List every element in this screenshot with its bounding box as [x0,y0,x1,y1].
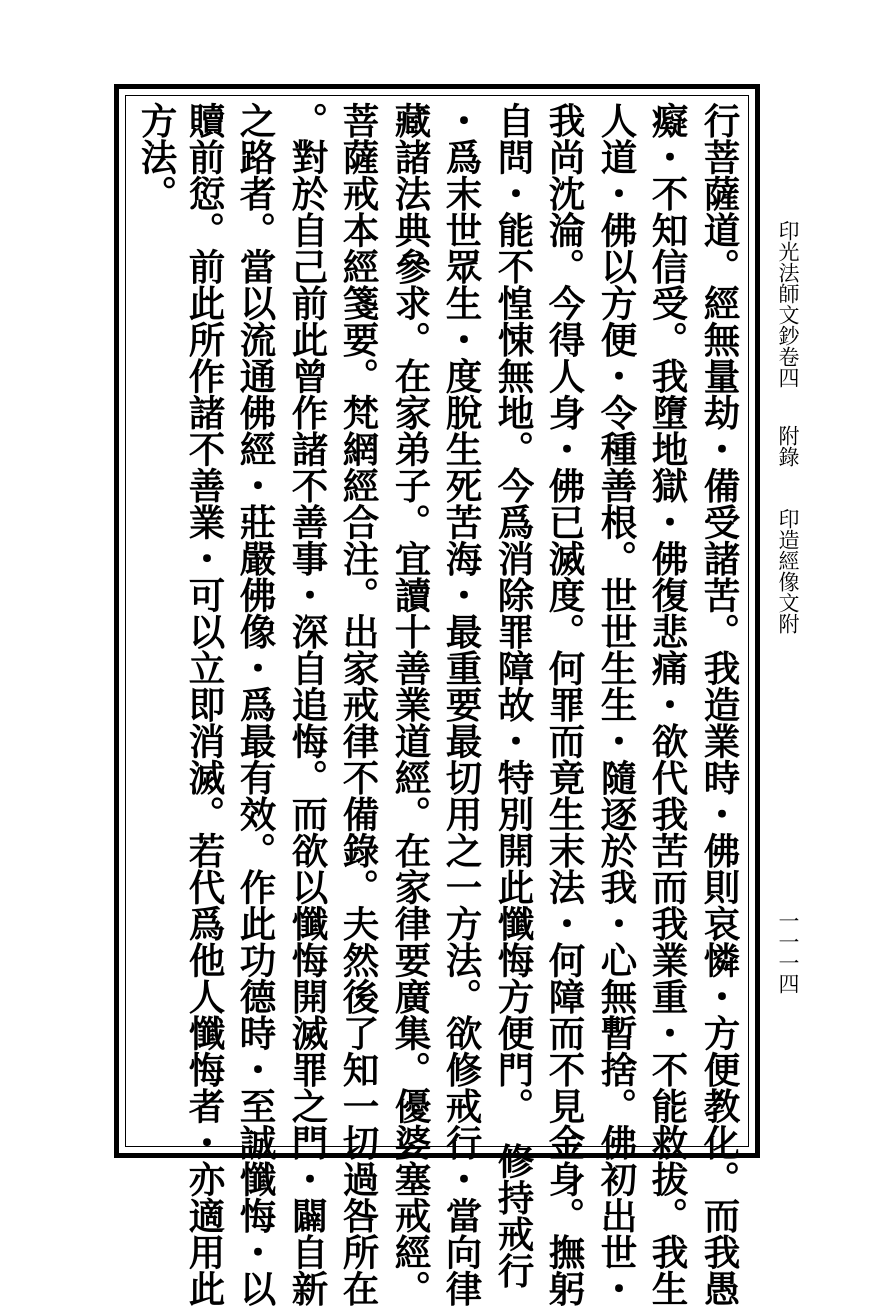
page-number: 一一一四 [776,910,800,994]
text-column-9: 。對於自己前此曾作諸不善事・深自追悔。而欲以懺悔開滅罪之門・闢自新 [286,102,329,1307]
section-label: 附錄 [776,425,800,467]
text-column-12: 方法。 [135,102,178,212]
text-column-11: 贖前愆。前此所作諸不善業・可以立即消滅。若代爲他人懺悔者・亦適用此 [183,102,226,1307]
text-column-2: 癡・不知信受。我墮地獄・佛復悲痛・欲代我苦而我業重・不能救拔。我生 [646,102,689,1307]
text-column-5: 自問・能不惶悚無地。今爲消除罪障故・特別開此懺悔方便門。 修持戒行 [492,102,535,1289]
book-title: 印光法師文鈔卷四 [776,220,800,388]
chapter-title: 印造經像文附 [776,508,800,634]
text-column-1: 行菩薩道。經無量劫・備受諸苦。我造業時・佛則哀憐・方便教化。而我愚 [698,102,741,1307]
text-column-7: 藏諸法典參求。在家弟子。宜讀十善業道經。在家律要廣集。優婆塞戒經。 [389,102,432,1307]
text-column-3: 人道・佛以方便・令種善根。世世生生・隨逐於我・心無暫捨。佛初出世・ [595,102,638,1307]
text-column-6: ・爲末世眾生・度脫生死苦海・最重要最切用之一方法。欲修戒行・當向律 [440,102,483,1307]
text-column-10: 之路者。當以流通佛經・莊嚴佛像・爲最有效。作此功德時・至誠懺悔・以 [234,102,277,1307]
text-column-8: 菩薩戒本經箋要。梵網經合注。出家戒律不備錄。夫然後了知一切過咎所在 [337,102,380,1307]
text-column-4: 我尚沈淪。今得人身・佛已滅度。何罪而竟生末法・何障而不見金身。撫躬 [543,102,586,1307]
